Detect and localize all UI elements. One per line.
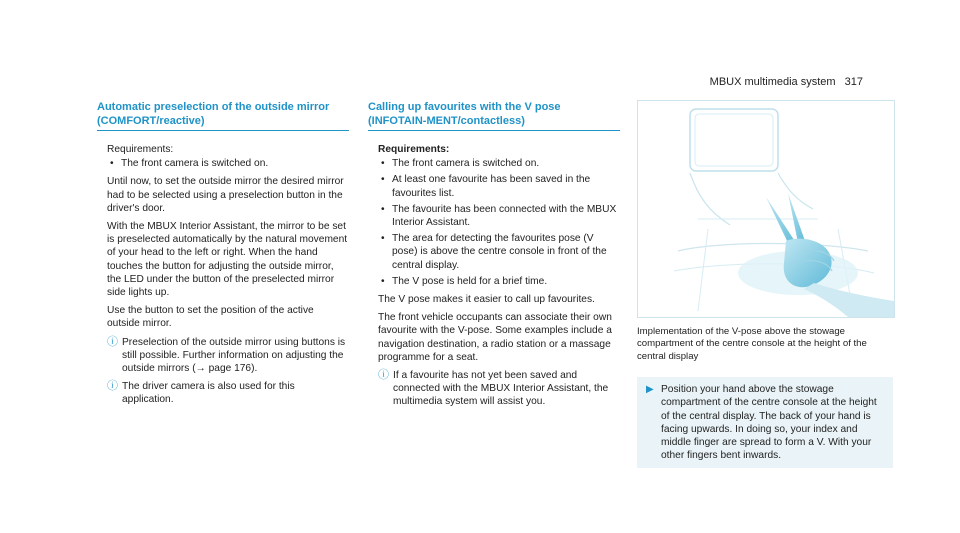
paragraph: Until now, to set the outside mirror the desired mirror had to be selected using a preselection button in the driver's door. xyxy=(107,176,344,214)
figure-caption: Implementation of the V-pose above the stowage compartment of the centre console at the height of the central display xyxy=(637,326,867,362)
bullet-icon: • xyxy=(110,158,114,170)
list-item: • The V pose is held for a brief time. xyxy=(381,275,548,287)
list-item: • The favourite has been connected with the MBUX Interior Assistant. xyxy=(381,203,617,229)
v-pose-figure xyxy=(637,100,895,318)
v-pose-illustration-icon xyxy=(638,101,894,317)
section-title-mirror: Automatic preselection of the outside mirror (COMFORT/reactive) xyxy=(97,100,349,131)
note: ⓘ Preselection of the outside mirror using buttons is still possible. Further information on adjusting the outside mirrors (→ page 176). xyxy=(107,335,346,375)
play-arrow-icon: ▶ xyxy=(646,384,654,396)
info-icon: ⓘ xyxy=(107,335,118,348)
paragraph: The V pose makes it easier to call up favourites. xyxy=(378,294,595,306)
requirements-list xyxy=(378,157,620,288)
list-item: • The front camera is switched on. xyxy=(381,158,540,170)
requirements-list xyxy=(107,157,349,170)
page-header xyxy=(710,76,863,88)
bullet-icon: • xyxy=(381,233,385,245)
section-title-v-pose: Calling up favourites with the V pose (INFOTAIN-MENT/contactless) xyxy=(368,100,620,131)
note: ⓘ If a favourite has not yet been saved and connected with the MBUX Interior Assistant, the multimedia system will assist you. xyxy=(378,369,609,408)
right-column xyxy=(637,100,893,468)
bullet-icon: • xyxy=(381,275,385,287)
bullet-icon: • xyxy=(381,203,385,215)
instruction-step: ▶ Position your hand above the stowage compartment of the centre console at the height of the central display. The back of your hand is facing upwards. In doing so, your index and middle finger are spread to form a V. With your other fingers bent inwards. xyxy=(637,377,893,468)
list-item: • The front camera is switched on. xyxy=(110,158,269,170)
bullet-icon: • xyxy=(381,158,385,170)
bullet-icon: • xyxy=(381,174,385,186)
middle-column xyxy=(368,100,620,414)
note: ⓘ The driver camera is also used for this application. xyxy=(107,380,295,406)
requirements-label: Requirements: xyxy=(378,144,450,155)
paragraph: The front vehicle occupants can associate their own favourite with the V-pose. Some examples include a navigation destination, a radio station or a massage programme for a seat. xyxy=(378,312,612,363)
list-item: • At least one favourite has been saved in the favourites list. xyxy=(381,174,591,199)
list-item: • The area for detecting the favourites pose (V pose) is above the centre console in front of the central display. xyxy=(381,233,607,271)
info-icon: ⓘ xyxy=(107,380,118,393)
info-icon: ⓘ xyxy=(378,369,389,382)
requirements-label: Requirements: xyxy=(107,144,174,155)
page-number: 317 xyxy=(844,76,863,88)
left-column xyxy=(97,100,349,412)
header-title: MBUX multimedia system xyxy=(709,76,836,88)
paragraph: With the MBUX Interior Assistant, the mirror to be set is preselected automatically by the natural movement of your head to the left or right. When the hand touches the button for adjusting the outside mirror, the LED under the button of the preselected mirror side lights up. xyxy=(107,221,348,299)
paragraph: Use the button to set the position of the active outside mirror. xyxy=(107,305,314,330)
